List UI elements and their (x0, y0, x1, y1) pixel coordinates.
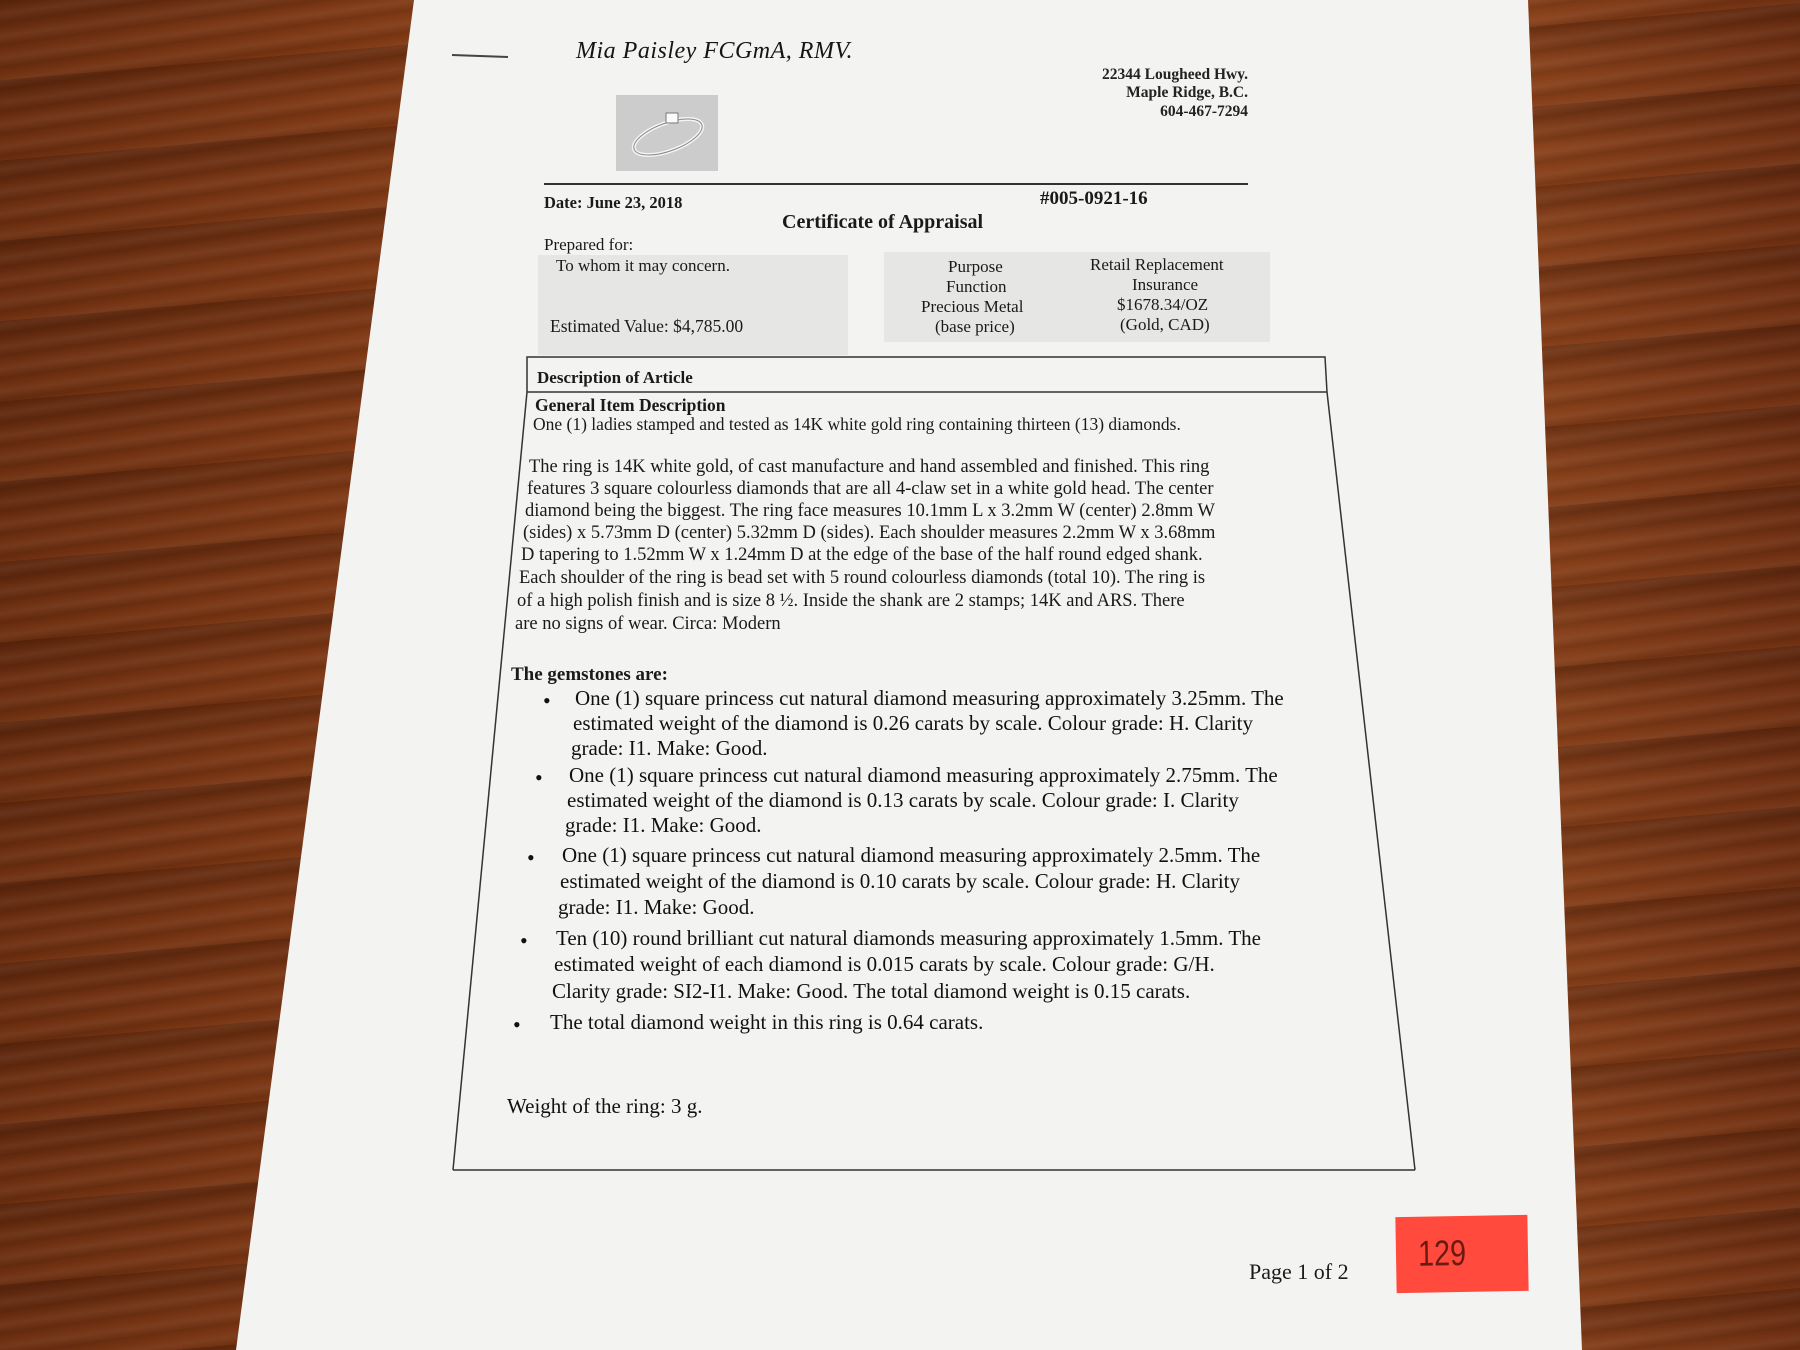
label-base-price: (base price) (935, 317, 1015, 336)
description-line: (sides) x 5.73mm D (center) 5.32mm D (sides). Each shoulder measures 2.2mm W x 3.68mm (523, 523, 1216, 543)
gemstone-3-line: grade: I1. Make: Good. (558, 895, 755, 919)
gemstone-1-line: One (1) square princess cut natural diamond measuring approximately 3.25mm. The (575, 686, 1284, 710)
total-diamond-weight: The total diamond weight in this ring is 0.64 carats. (550, 1010, 984, 1034)
bullet-icon: • (520, 928, 528, 953)
appraiser-signature: Mia Paisley FCGmA, RMV. (576, 38, 854, 64)
general-description-text: One (1) ladies stamped and tested as 14K white gold ring containing thirteen (13) diamonds. (533, 414, 1181, 434)
price-sticker (1395, 1215, 1528, 1293)
label-purpose: Purpose (948, 257, 1003, 276)
value-base-price: (Gold, CAD) (1120, 315, 1210, 334)
value-function: Insurance (1132, 275, 1199, 294)
phone-number: 604-467-7294 (1160, 103, 1248, 120)
page-number: Page 1 of 2 (1249, 1259, 1349, 1284)
gemstone-2-line: estimated weight of the diamond is 0.13 carats by scale. Colour grade: I. Clarity (567, 788, 1239, 812)
address-line-1: 22344 Lougheed Hwy. (1102, 66, 1248, 83)
address-line-2: Maple Ridge, B.C. (1126, 84, 1248, 101)
gemstone-2-line: One (1) square princess cut natural diamond measuring approximately 2.75mm. The (569, 763, 1278, 787)
bullet-icon: • (535, 765, 543, 790)
gemstone-1-line: grade: I1. Make: Good. (571, 736, 768, 760)
gemstone-4-line: estimated weight of each diamond is 0.015 carats by scale. Colour grade: G/H. (554, 952, 1215, 976)
value-purpose: Retail Replacement (1090, 255, 1224, 274)
description-section-title: Description of Article (537, 368, 693, 387)
gemstone-1-line: estimated weight of the diamond is 0.26 carats by scale. Colour grade: H. Clarity (573, 711, 1253, 735)
bullet-icon: • (543, 688, 551, 713)
prepared-for-value: To whom it may concern. (556, 256, 730, 275)
gemstone-4-line: Clarity grade: SI2-I1. Make: Good. The total diamond weight is 0.15 carats. (552, 979, 1191, 1003)
bullet-icon: • (513, 1012, 521, 1037)
general-description-title: General Item Description (535, 395, 726, 415)
description-line: are no signs of wear. Circa: Modern (515, 614, 781, 634)
description-line: The ring is 14K white gold, of cast manufacture and hand assembled and finished. This ring (529, 457, 1210, 477)
ring-weight: Weight of the ring: 3 g. (507, 1094, 703, 1118)
gemstone-3-line: One (1) square princess cut natural diamond measuring approximately 2.5mm. The (562, 843, 1261, 867)
certificate-date: Date: June 23, 2018 (544, 193, 683, 212)
label-function: Function (946, 277, 1007, 296)
gemstone-3-line: estimated weight of the diamond is 0.10 carats by scale. Colour grade: H. Clarity (560, 869, 1240, 893)
value-precious-metal: $1678.34/OZ (1117, 295, 1209, 314)
description-line: D tapering to 1.52mm W x 1.24mm D at the edge of the base of the half round edged shank. (521, 545, 1203, 565)
gemstone-4-line: Ten (10) round brilliant cut natural diamonds measuring approximately 1.5mm. The (556, 926, 1261, 950)
prepared-for-label: Prepared for: (544, 235, 634, 254)
certificate-number: #005-0921-16 (1040, 188, 1148, 209)
page-title: Certificate of Appraisal (782, 211, 984, 233)
description-line: features 3 square colourless diamonds that are all 4-claw set in a white gold head. The center (527, 479, 1214, 499)
gemstone-2-line: grade: I1. Make: Good. (565, 813, 762, 837)
description-line: Each shoulder of the ring is bead set with 5 round colourless diamonds (total 10). The ring is (519, 568, 1206, 588)
label-precious-metal: Precious Metal (921, 297, 1024, 316)
description-line: of a high polish finish and is size 8 ½. Inside the shank are 2 stamps; 14K and ARS. There (517, 591, 1185, 611)
gemstones-title: The gemstones are: (511, 664, 668, 685)
bullet-icon: • (527, 845, 535, 870)
sticker-label: 129 (1417, 1231, 1467, 1274)
description-line: diamond being the biggest. The ring face measures 10.1mm L x 3.2mm W (center) 2.8mm W (525, 501, 1215, 521)
estimated-value: Estimated Value: $4,785.00 (550, 316, 744, 336)
